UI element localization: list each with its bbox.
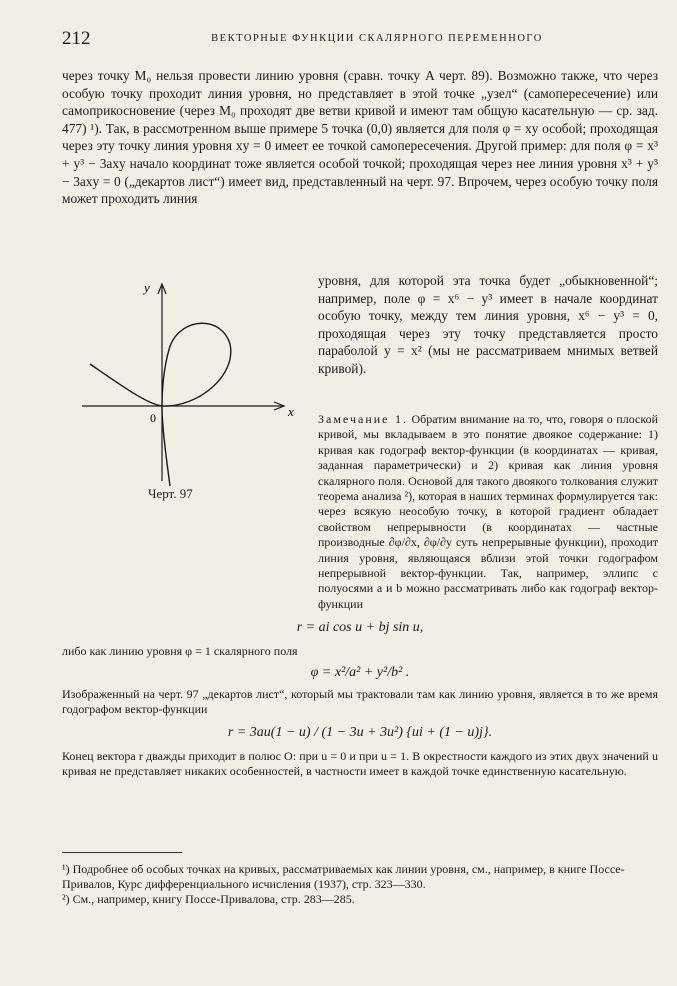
- formula-ellipse-field: φ = x²/a² + y²/b² .: [310, 665, 410, 681]
- remark-text-b: либо как линию уровня φ = 1 скалярного поля: [62, 643, 298, 658]
- remark-block: [62, 412, 658, 612]
- origin-label: 0: [150, 411, 156, 425]
- side-paragraph: [318, 272, 658, 378]
- x-label: x: [288, 404, 294, 419]
- footnote-2: ²) См., например, книгу Поссе-Привалова, стр. 283—285.: [62, 892, 355, 907]
- remark-1: [62, 412, 658, 780]
- y-label: y: [144, 280, 150, 295]
- remark-title: Замечание 1.: [318, 412, 408, 426]
- figure-caption: Черт. 97: [148, 486, 193, 501]
- formula-folium-vector: r = 3au(1 − u) / (1 − 3u + 3u²) {ui + (1 − u)j}.: [227, 725, 493, 741]
- footnote-rule: [62, 852, 182, 853]
- remark-text-a: Обратим внимание на то, что, говоря о плоской кривой, мы вкладываем в это понятие двоякое содержание: 1) кривая как годограф вектор-функции (в координатах — кривая, заданная параметрически) и 2) кривая как линия уровня скалярного поля. Основой для такого двоякого толкования служит теорема анализа ²), которая в наших терминах формулируется так: через всякую неособую точку, в которой градиент обладает свойством непрерывности (в координатах — частные производные ∂φ/∂x, ∂φ/∂y суть непрерывные функции), проходит линия уровня, являющаяся вблизи этой точки годографом непрерывной вектор-функции. Так, например, эллипс с полуосями a и b можно рассматривать либо как годограф вектор-функции: [318, 412, 658, 611]
- side-text: уровня, для которой эта точка будет „обыкновенной“; например, поле φ = x⁶ − y³ имеет в начале координат особую точку, между тем линия уровня, x⁶ − y³ = 0, проходящая через эту точку представляется просто параболой y = x² (мы не рассматриваем мнимых ветвей кривой).: [318, 273, 658, 376]
- remark-text-c: Изображенный на черт. 97 „декартов лист“, который мы трактовали там как линию уровня, является в то же время годографом вектор-функции: [62, 686, 658, 716]
- page-number: 212: [62, 28, 91, 49]
- running-title: ВЕКТОРНЫЕ ФУНКЦИИ СКАЛЯРНОГО ПЕРЕМЕННОГО: [211, 33, 543, 44]
- formula-ellipse-vector: r = ai cos u + bj sin u,: [296, 620, 424, 636]
- main-text: через точку M₀ нельзя провести линию уровня (сравн. точку A черт. 89). Возможно также, что через особую точку проходит линия уровня, но представляет в этой точке „узел“ (самопересечение) или самоприкосновение (через M₀ проходят две ветви кривой и имеют там общую касательную — ср. зад. 477) ¹). Так, в рассмотренном выше примере 5 точка (0,0) является для поля φ = xy особой; проходящая через эту точку линия уровня xy = 0 имеет ее точкой самопересечения. Другой пример: для поля φ = x³ + y³ − 3axy начало координат тоже является особой точкой; проходящая через нее линия уровня x³ + y³ − 3axy = 0 („декартов лист“) имеет вид, представленный на черт. 97. Впрочем, через особую точку поля может проходить линия: [62, 68, 658, 207]
- remark-text-d: Конец вектора r дважды приходит в полюс O: при u = 0 и при u = 1. В окрестности каждого из этих двух значений u кривая не представляет никаких особенностей, в частности имеет в каждой точке единственную касательную.: [62, 748, 658, 779]
- main-paragraph: [62, 67, 658, 208]
- footnote-1: ¹) Подробнее об особых точках на кривых, рассматриваемых как линии уровня, см., например, в книге Поссе-Привалов, Курс дифференциального исчисления (1937), стр. 323—330.: [62, 862, 625, 892]
- footnotes: [62, 862, 658, 908]
- page-header: [62, 28, 652, 50]
